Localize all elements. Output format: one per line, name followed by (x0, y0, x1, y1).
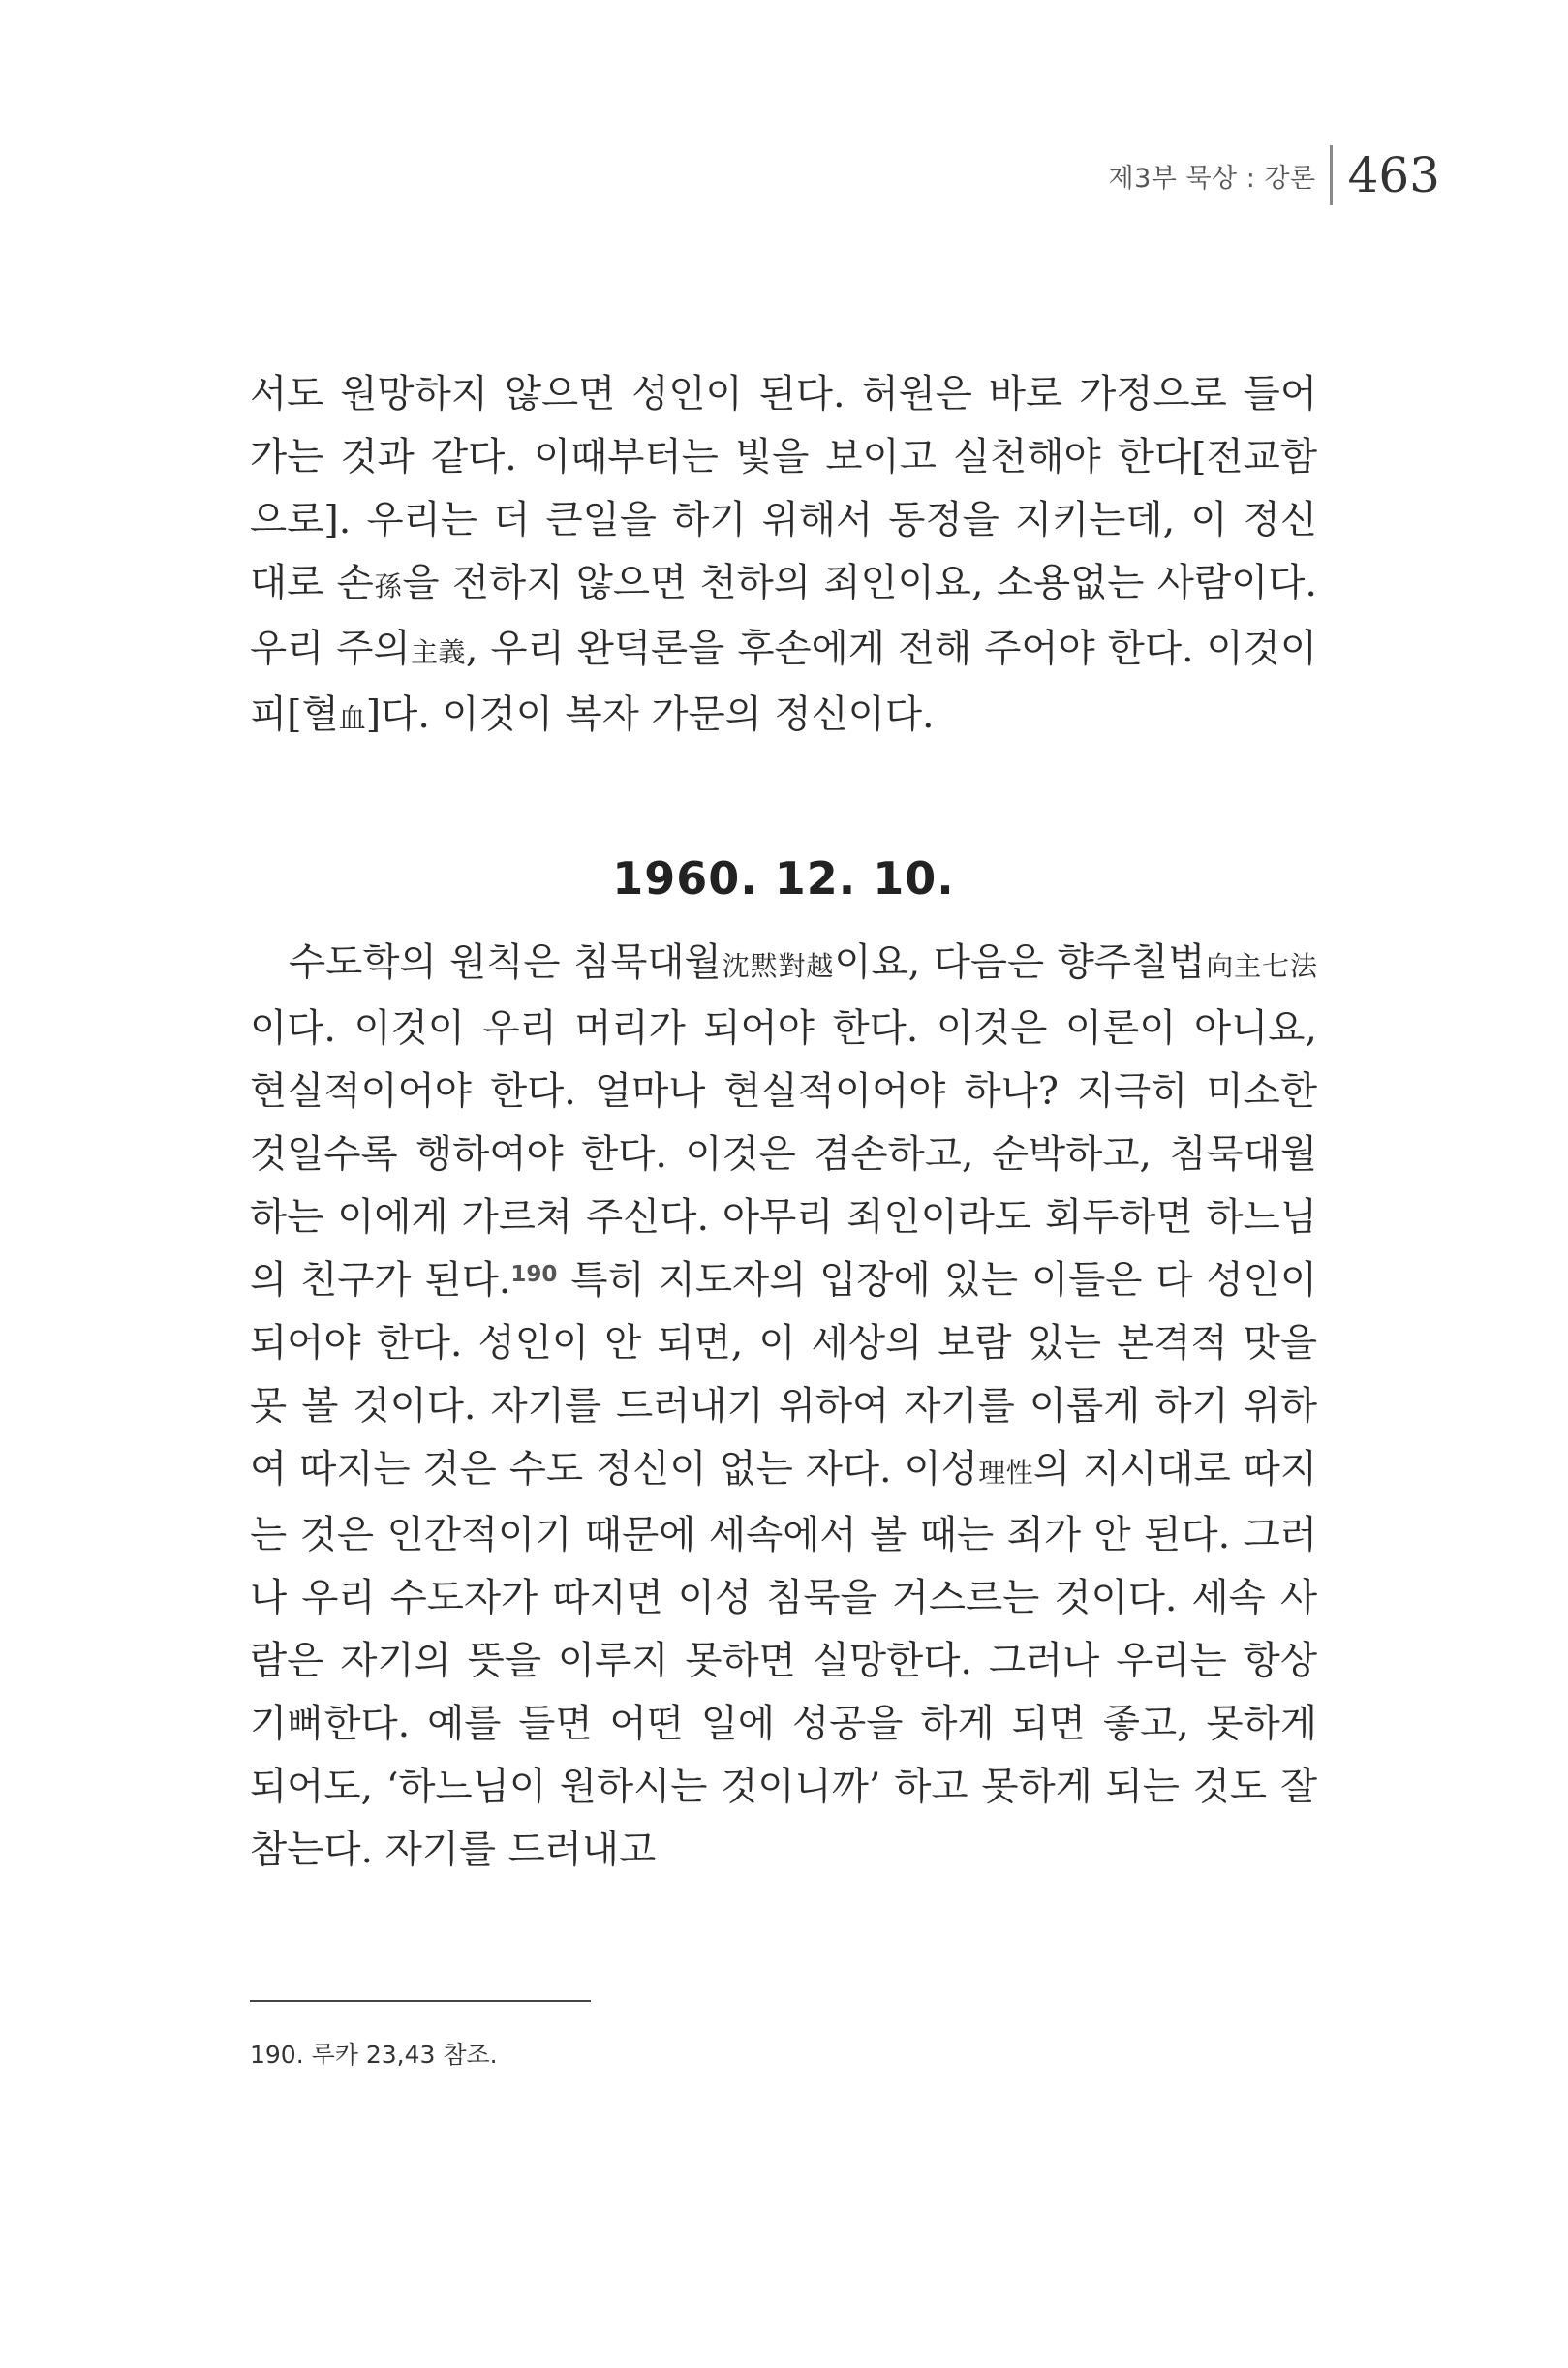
page-number: 463 (1347, 147, 1440, 203)
hanja-gloss: 沈黙對越 (721, 950, 835, 982)
hanja-gloss: 孫 (373, 570, 403, 602)
text-run: 서도 원망하지 않으면 성인이 된다. 허원은 바로 가정으로 들어가는 것과 같다. 이때부터는 빛을 보이고 실천해야 한다[전교함으로]. 우리는 더 큰일을 하기 위해서 동정을 지키는데, 이 정신대로 손 (250, 372, 1317, 605)
text-run: 수도학의 원칙은 침묵대월 (289, 940, 722, 985)
text-run: , 우리 완덕론을 후손에게 전해 주어야 한다. 이것이 피[혈 (250, 627, 1317, 737)
hanja-gloss: 血 (338, 702, 366, 734)
text-run: 특히 지도자의 입장에 있는 이들은 다 성인이 되어야 한다. 성인이 안 되면, 이 세상의 보람 있는 본격적 맛을 못 볼 것이다. 자기를 드러내기 위하여 자기를 이롭게 하기 위하여 따지는 것은 수도 정신이 없는 자다. 이성 (250, 1258, 1317, 1492)
text-run: 의 지시대로 따지는 것은 인간적이기 때문에 세속에서 볼 때는 죄가 안 된다. 그러나 우리 수도자가 따지면 이성 침묵을 거스르는 것이다. 세속 사람은 자기의 뜻을 이루지 못하면 실망한다. 그러나 우리는 항상 기뻐한다. 예를 들면 어떤 일에 성공을 하게 되면 좋고, 못하게 되어도, ‘하느님이 원하시는 것이니까’ 하고 못하게 되는 것도 잘 참는다. 자기를 드러내고 (250, 1447, 1317, 1872)
hanja-gloss: 向主七法 (1205, 950, 1317, 982)
paragraph-1 (250, 363, 1317, 750)
text-run: 이요, 다음은 향주칠법 (834, 940, 1206, 985)
footnote-reference: 190 (510, 1262, 558, 1287)
text-run: ]다. 이것이 복자 가문의 정신이다. (365, 692, 935, 737)
paragraph-1-text (250, 363, 1317, 750)
section-title: 제3부 묵상 : 강론 (1108, 163, 1316, 194)
text-run: 이다. 이것이 우리 머리가 되어야 한다. 이것은 이론이 아니요, 현실적이어야 한다. 얼마나 현실적이어야 하나? 지극히 미소한 것일수록 행하여야 한다. 이것은 겸손하고, 순박하고, 침묵대월하는 이에게 가르쳐 주신다. 아무리 죄인이라도 회두하면 하느님의 친구가 된다. (250, 1006, 1317, 1303)
running-head (1109, 145, 1440, 205)
paragraph-2 (250, 932, 1317, 1882)
footnote-190: 190. 루카 23,43 참조. (250, 2041, 498, 2069)
paragraph-2-text (250, 932, 1317, 1882)
text-run: 을 전하지 않으면 천하의 죄인이요, 소용없는 사람이다. 우리 주의 (250, 561, 1317, 671)
hanja-gloss: 理性 (977, 1457, 1033, 1489)
hanja-gloss: 主義 (410, 636, 466, 668)
date-heading: 1960. 12. 10. (612, 852, 955, 905)
header-divider (1330, 145, 1333, 205)
footnote-divider (250, 2000, 591, 2002)
